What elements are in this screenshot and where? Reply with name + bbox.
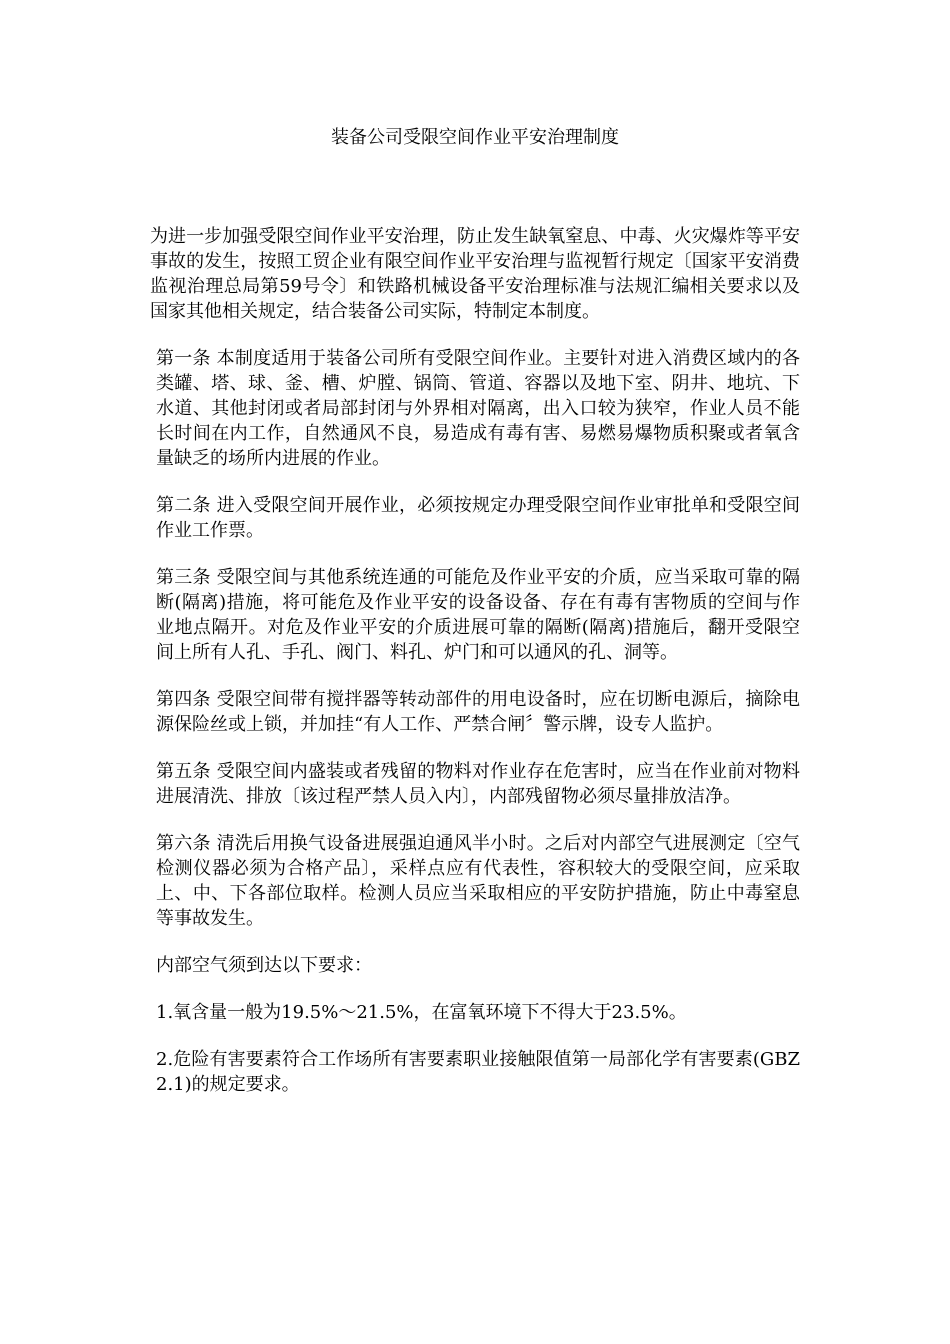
article-5-paragraph: 第五条 受限空间内盛装或者残留的物料对作业存在危害时，应当在作业前对物料进展清洗、排放〔该过程严禁人员入内〕，内部残留物必须尽量排放洁净。: [156, 761, 800, 807]
article-1-paragraph: 第一条 本制度适用于装备公司所有受限空间作业。主要针对进入消费区域内的各类罐、塔、球、釜、槽、炉膛、锅筒、管道、容器以及地下室、阴井、地坑、下水道、其他封闭或者局部封闭与外界相对隔离，出入口较为狭窄，作业人员不能长时间在内工作，自然通风不良，易造成有毒有害、易燃易爆物质积聚或者氧含量缺乏的场所内进展的作业。: [156, 348, 800, 469]
requirement-2-item: 2.危险有害要素符合工作场所有害要素职业接触限值第一局部化学有害要素(GBZ2.1)的规定要求。: [156, 1049, 800, 1095]
article-2-paragraph: 第二条 进入受限空间开展作业，必须按规定办理受限空间作业审批单和受限空间作业工作票。: [156, 495, 800, 541]
article-4-paragraph: 第四条 受限空间带有搅拌器等转动部件的用电设备时，应在切断电源后，摘除电源保险丝或上锁，并加挂“有人工作、严禁合闸〞警示牌，设专人监护。: [156, 689, 800, 735]
article-3-paragraph: 第三条 受限空间与其他系统连通的可能危及作业平安的介质，应当采取可靠的隔断(隔离)措施，将可能危及作业平安的设备设备、存在有毒有害物质的空间与作业地点隔开。对危及作业平安的介质进展可靠的隔断(隔离)措施后，翻开受限空间上所有人孔、手孔、阀门、料孔、炉门和可以通风的孔、洞等。: [156, 567, 800, 663]
document-title: 装备公司受限空间作业平安治理制度: [331, 127, 619, 148]
document-body: [150, 224, 800, 1119]
requirement-1-item: 1.氧含量一般为19.5%～21.5%，在富氧环境下不得大于23.5%。: [156, 1002, 687, 1023]
air-requirements-heading: 内部空气须到达以下要求：: [156, 955, 372, 976]
article-6-paragraph: 第六条 清洗后用换气设备进展强迫通风半小时。之后对内部空气进展测定〔空气检测仪器必须为合格产品〕，采样点应有代表性，容积较大的受限空间，应采取上、中、下各部位取样。检测人员应当采取相应的平安防护措施，防止中毒窒息等事故发生。: [156, 833, 800, 929]
intro-paragraph: 为进一步加强受限空间作业平安治理，防止发生缺氧窒息、中毒、火灾爆炸等平安事故的发生，按照工贸企业有限空间作业平安治理与监视暂行规定〔国家平安消费监视治理总局第59号令〕和铁路机械设备平安治理标准与法规汇编相关要求以及国家其他相关规定，结合装备公司实际，特制定本制度。: [150, 226, 800, 322]
